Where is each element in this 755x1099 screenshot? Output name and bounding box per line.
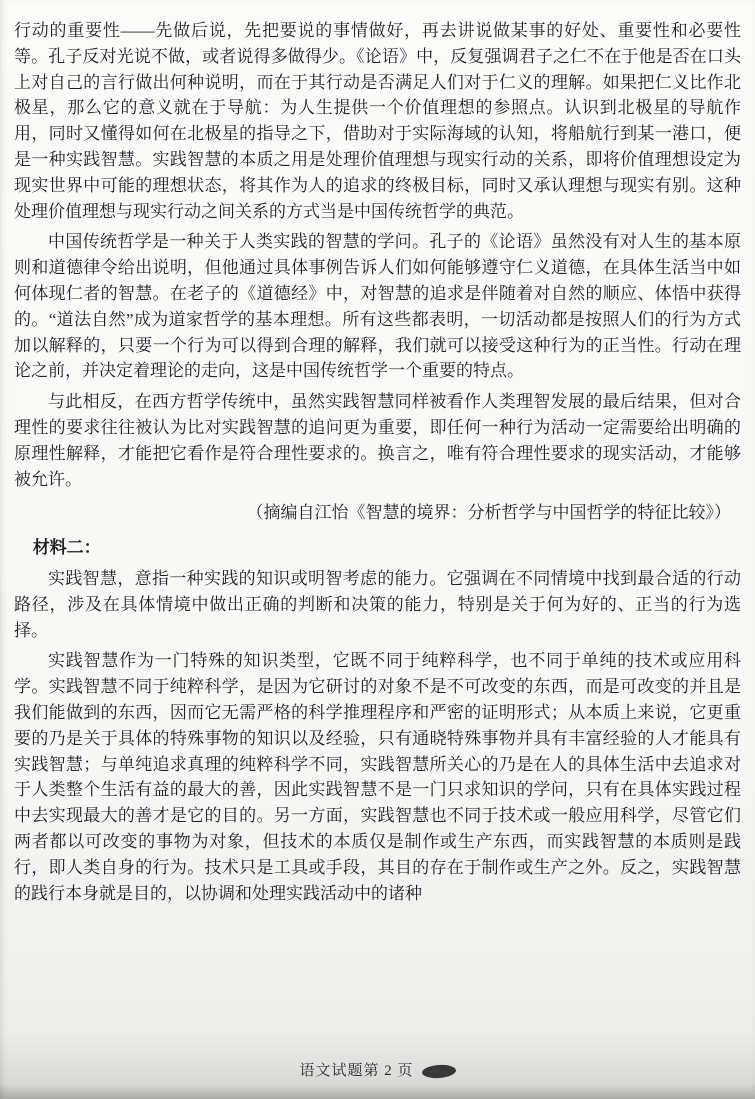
paragraph-chinese-traditional-philosophy: 中国传统哲学是一种关于人类实践的智慧的学问。孔子的《论语》虽然没有对人生的基本原则和道德律令给出说明，但他通过具体事例告诉人们如何能够遵守仁义道德，在具体生活当中如何体现仁者的智慧。在老子的《道德经》中，对智慧的追求是伴随着对自然的顺应、体悟中获得的。“道法自然”成为道家哲学的基本理想。所有这些都表明，一切活动都是按照人们的行为方式加以解释的，只要一个行为可以得到合理的解释，我们就可以接受这种行为的正当性。行动在理论之前，并决定着理论的走向，这是中国传统哲学一个重要的特点。	[14, 232, 741, 381]
page-footer	[0, 1059, 755, 1085]
paragraph-action-importance: 行动的重要性——先做后说，先把要说的事情做好，再去讲说做某事的好处、重要性和必要性等。孔子反对光说不做，或者说得多做得少。《论语》中，反复强调君子之仁不在于他是否在口头上对自己的言行做出何种说明，而在于其行动是否满足人们对于仁义的理解。如果把仁义比作北极星，那么它的意义就在于导航：为人生提供一个价值理想的参照点。认识到北极星的导航作用，同时又懂得如何在北极星的指导之下，借助对于实际海域的认知，将船航行到某一港口，便是一种实践智慧。实践智慧的本质之用是处理价值理想与现实行动的关系，即将价值理想设定为现实世界中可能的理想状态，将其作为人的追求的终极目标，同时又承认理想与现实有别。这种处理价值理想与现实行动之间关系的方式当是中国传统哲学的典范。	[14, 21, 741, 221]
scan-bottom-shadow	[0, 1083, 755, 1099]
source-attribution: （摘编自江怡《智慧的境界：分析哲学与中国哲学的特征比较》）	[246, 503, 731, 523]
paragraph-practical-wisdom-knowledge-type: 实践智慧作为一门特殊的知识类型，它既不同于纯粹科学，也不同于单纯的技术或应用科学。实践智慧不同于纯粹科学，是因为它研讨的对象不是不可改变的东西，而是可改变的并且是我们能做到的东西，因而它无需严格的科学推理程序和严密的证明形式；从本质上来说，它更重要的乃是关于具体的特殊事物的知识以及经验，只有通晓特殊事物并具有丰富经验的人才能具有实践智慧；与单纯追求真理的纯粹科学不同，实践智慧所关心的乃是在人的具体生活中去追求对于人类整个生活有益的最大的善，因此实践智慧不是一门只求知识的学问，只有在具体实践过程中去实现最大的善才是它的目的。另一方面，实践智慧也不同于技术或一般应用科学，尽管它们两者都以可改变的事物为对象，但技术的本质仅是制作或生产东西，而实践智慧的本质则是践行，即人类自身的行为。技术只是工具或手段，其目的存在于制作或生产之外。反之，实践智慧的践行本身就是目的，以协调和处理实践活动中的诸种	[14, 651, 741, 903]
material-two-heading: 材料二：	[32, 538, 101, 558]
paragraph-practical-wisdom-definition: 实践智慧，意指一种实践的知识或明智考虑的能力。它强调在不同情境中找到最合适的行动路径，涉及在具体情境中做出正确的判断和决策的能力，特别是关于何为好的、正当的行为选择。	[14, 568, 741, 640]
scan-smudge	[421, 1064, 456, 1079]
document-content	[14, 18, 741, 906]
paragraph-western-philosophy-contrast: 与此相反，在西方哲学传统中，虽然实践智慧同样被看作人类理智发展的最后结果，但对合理性的要求往往被认为比对实践智慧的追问更为重要，即任何一种行为活动一定需要给出明确的原理性解释，才能把它看作是符合理性要求的。换言之，唯有符合理性要求的现实活动，才能够被允许。	[14, 392, 741, 489]
page-number-label: 语文试题第 2 页	[299, 1063, 414, 1080]
